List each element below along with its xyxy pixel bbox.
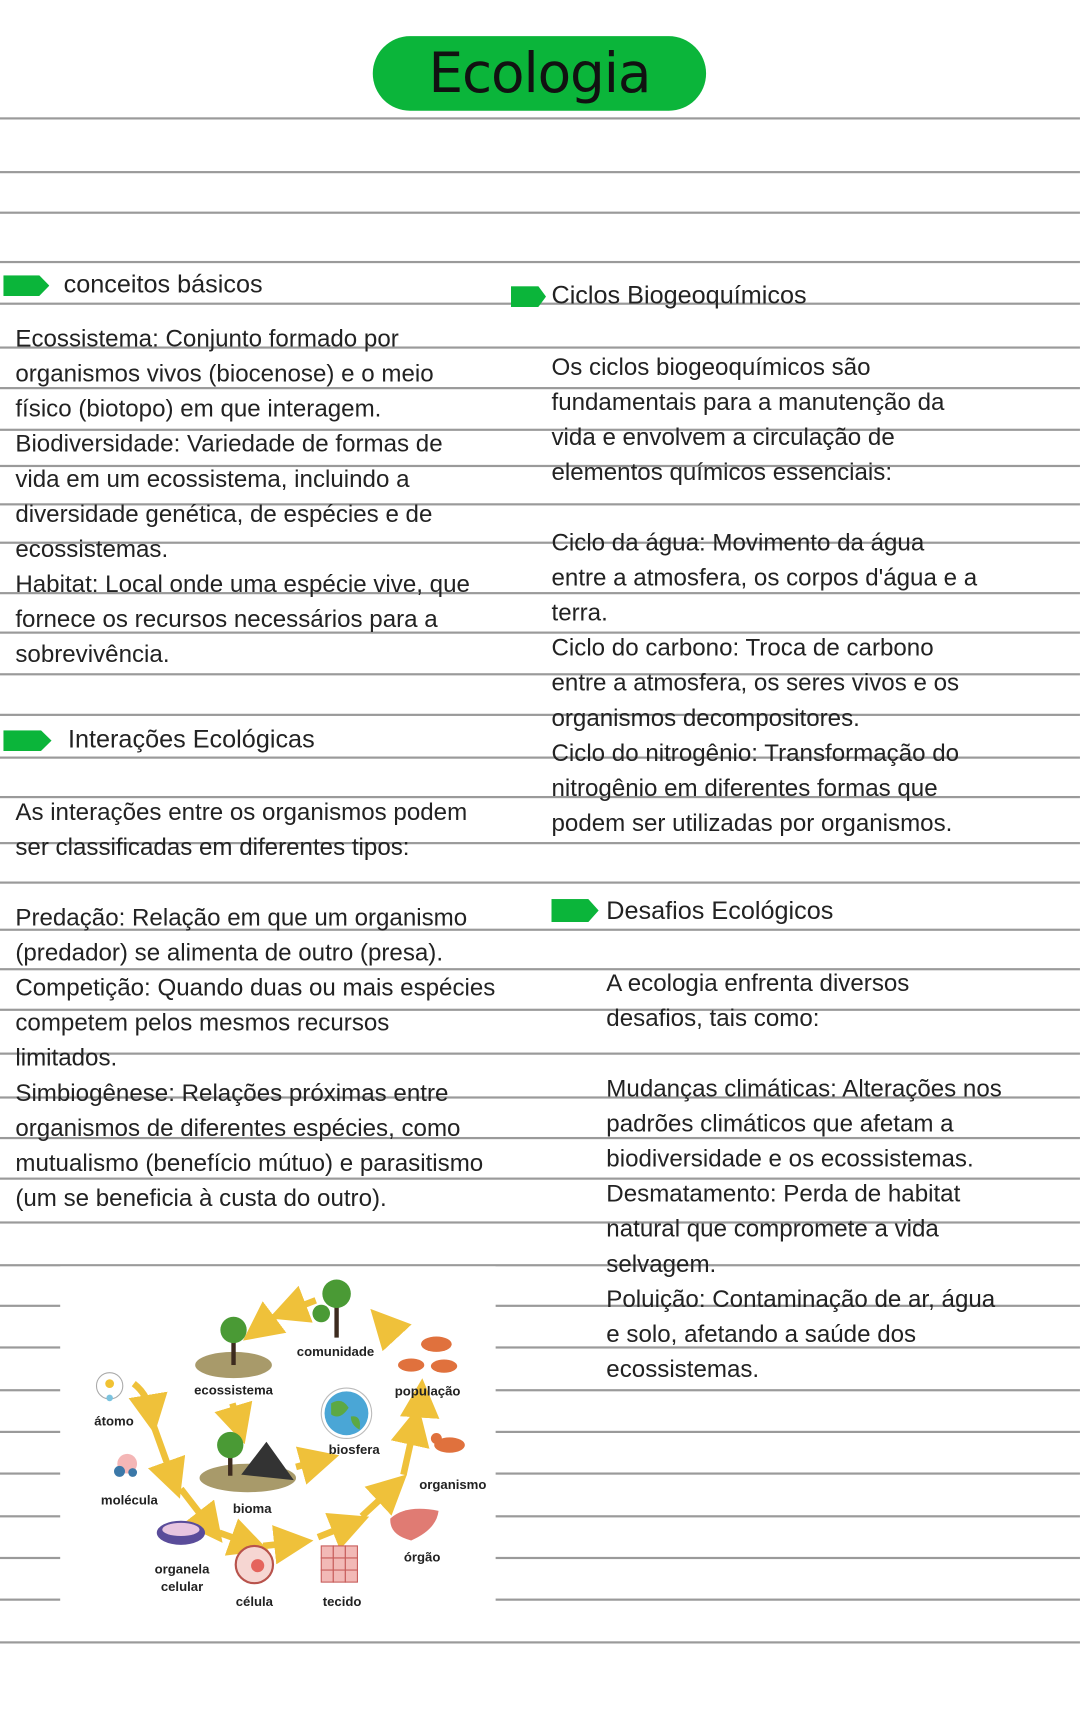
label-celular: celular xyxy=(160,1578,204,1594)
text-line: fundamentais para a manutenção da xyxy=(551,388,945,416)
label-molecula: molécula xyxy=(100,1492,158,1508)
text-line: ecossistemas. xyxy=(606,1355,760,1383)
ruled-line xyxy=(0,1305,60,1307)
biome-icon xyxy=(200,1432,296,1492)
label-populacao: população xyxy=(394,1383,461,1399)
ruled-line xyxy=(496,1515,1080,1517)
organelle-icon xyxy=(157,1521,205,1545)
text-line: elementos químicos essenciais: xyxy=(551,458,893,486)
title-badge xyxy=(373,36,706,111)
population-icon xyxy=(398,1337,457,1373)
globe-icon xyxy=(321,1388,371,1438)
text-line: natural que compromete a vida xyxy=(606,1214,939,1243)
text-line: ser classificadas em diferentes tipos: xyxy=(15,833,410,861)
text-line: competem pelos mesmos recursos xyxy=(15,1008,390,1037)
ruled-line xyxy=(0,1641,1080,1643)
fox-icon xyxy=(431,1433,465,1453)
conceitos-text xyxy=(15,321,470,672)
text-line: nitrogênio em diferentes formas que xyxy=(551,774,938,802)
interacoes-intro xyxy=(15,795,467,865)
text-line: Ciclo do carbono: Troca de carbono xyxy=(551,633,934,662)
label-biosfera: biosfera xyxy=(328,1441,380,1457)
text-line: Poluição: Contaminação de ar, água xyxy=(606,1284,996,1313)
tissue-icon xyxy=(321,1546,357,1582)
text-line: mutualismo (benefício mútuo) e parasitismo xyxy=(15,1149,484,1177)
ruled-line xyxy=(496,1431,1080,1433)
heading-interacoes: Interações Ecológicas xyxy=(67,724,315,754)
text-line: fornece os recursos necessários para a xyxy=(15,605,438,633)
text-line: organismos decompositores. xyxy=(551,703,860,732)
community-icon xyxy=(312,1279,350,1337)
heading-conceitos: conceitos básicos xyxy=(63,269,263,299)
text-line: Biodiversidade: Variedade de formas de xyxy=(15,429,443,458)
text-line: vida em um ecossistema, incluindo a xyxy=(15,464,410,493)
text-line: padrões climáticos que afetam a xyxy=(606,1109,954,1137)
ruled-line xyxy=(0,1431,60,1433)
text-line: desafios, tais como: xyxy=(606,1004,820,1032)
text-line: Simbiogênese: Relações próximas entre xyxy=(15,1078,449,1107)
text-line: Desmatamento: Perda de habitat xyxy=(606,1179,961,1208)
text-line: diversidade genética, de espécies e de xyxy=(15,499,433,528)
ruled-line xyxy=(0,1389,60,1391)
ruled-line xyxy=(496,1472,1080,1474)
ruled-line xyxy=(0,171,1080,173)
label-bioma: bioma xyxy=(232,1501,272,1517)
cell-icon xyxy=(236,1546,273,1583)
label-tecido: tecido xyxy=(322,1594,362,1610)
text-line: organismos vivos (biocenose) e o meio xyxy=(15,359,434,388)
heading-desafios: Desafios Ecológicos xyxy=(606,895,834,925)
ruled-line xyxy=(0,1515,60,1517)
text-line: (predador) se alimenta de outro (presa). xyxy=(15,938,444,966)
molecule-icon xyxy=(114,1454,137,1477)
ruled-line xyxy=(0,212,1080,214)
label-celula: célula xyxy=(235,1594,273,1610)
text-line: organismos de diferentes espécies, como xyxy=(15,1113,461,1142)
label-comunidade: comunidade xyxy=(296,1344,375,1360)
text-line: Predação: Relação em que um organismo xyxy=(15,903,468,931)
text-line: Ciclo do nitrogênio: Transformação do xyxy=(551,738,960,767)
text-line: sobrevivência. xyxy=(15,640,170,668)
cycle-arrows xyxy=(134,1300,421,1546)
label-orgao: órgão xyxy=(403,1549,441,1565)
ruled-line xyxy=(0,1557,60,1559)
text-line: terra. xyxy=(551,598,608,627)
text-line: entre a atmosfera, os seres vivos e os xyxy=(551,668,960,697)
text-line: físico (biotopo) em que interagem. xyxy=(15,394,382,423)
text-line: Ciclo da água: Movimento da água xyxy=(551,528,925,556)
heading-ciclos: Ciclos Biogeoquímicos xyxy=(551,280,807,310)
label-atomo: átomo xyxy=(94,1413,134,1429)
ciclos-intro xyxy=(551,350,944,490)
desafios-intro xyxy=(606,966,909,1036)
label-organela: organela xyxy=(154,1561,210,1577)
interacoes-text xyxy=(15,900,495,1216)
ciclos-text xyxy=(551,525,977,841)
text-line: biodiversidade e os ecossistemas. xyxy=(606,1144,974,1173)
text-line: Mudanças climáticas: Alterações nos xyxy=(606,1074,1002,1102)
ruled-line xyxy=(0,261,1080,263)
atom-icon xyxy=(96,1373,122,1402)
text-line: Ecossistema: Conjunto formado por xyxy=(15,324,399,352)
green-flag-icon xyxy=(3,730,51,751)
text-line: limitados. xyxy=(15,1043,118,1072)
text-line: Competição: Quando duas ou mais espécies xyxy=(15,973,496,1002)
text-line: ecossistemas. xyxy=(15,535,169,563)
page-title: Ecologia xyxy=(428,41,651,106)
ruled-line xyxy=(0,1346,60,1348)
text-line: As interações entre os organismos podem xyxy=(15,798,468,826)
desafios-text xyxy=(606,1071,1002,1387)
text-line: A ecologia enfrenta diversos xyxy=(606,969,910,997)
text-line: Habitat: Local onde uma espécie vive, que xyxy=(15,570,470,598)
green-flag-icon xyxy=(551,899,598,922)
text-line: e solo, afetando a saúde dos xyxy=(606,1320,917,1348)
ruled-line xyxy=(496,1599,1080,1601)
text-line: podem ser utilizadas por organismos. xyxy=(551,809,953,837)
text-line: vida e envolvem a circulação de xyxy=(551,423,895,451)
text-line: entre a atmosfera, os corpos d'água e a xyxy=(551,563,978,591)
ruled-line xyxy=(0,1472,60,1474)
text-line: (um se beneficia à custa do outro). xyxy=(15,1184,387,1212)
ruled-line xyxy=(0,1599,60,1601)
ruled-line xyxy=(0,117,1080,119)
text-line: selvagem. xyxy=(606,1249,717,1278)
organ-icon xyxy=(390,1509,438,1541)
green-flag-icon xyxy=(3,275,49,296)
levels-of-organization-diagram xyxy=(60,1266,495,1617)
label-organismo: organismo xyxy=(419,1476,487,1492)
text-line: Os ciclos biogeoquímicos são xyxy=(551,353,871,381)
ruled-line xyxy=(496,1557,1080,1559)
label-ecossistema: ecossistema xyxy=(194,1382,273,1398)
ruled-line xyxy=(0,882,1080,884)
ruled-line xyxy=(496,1389,1080,1391)
